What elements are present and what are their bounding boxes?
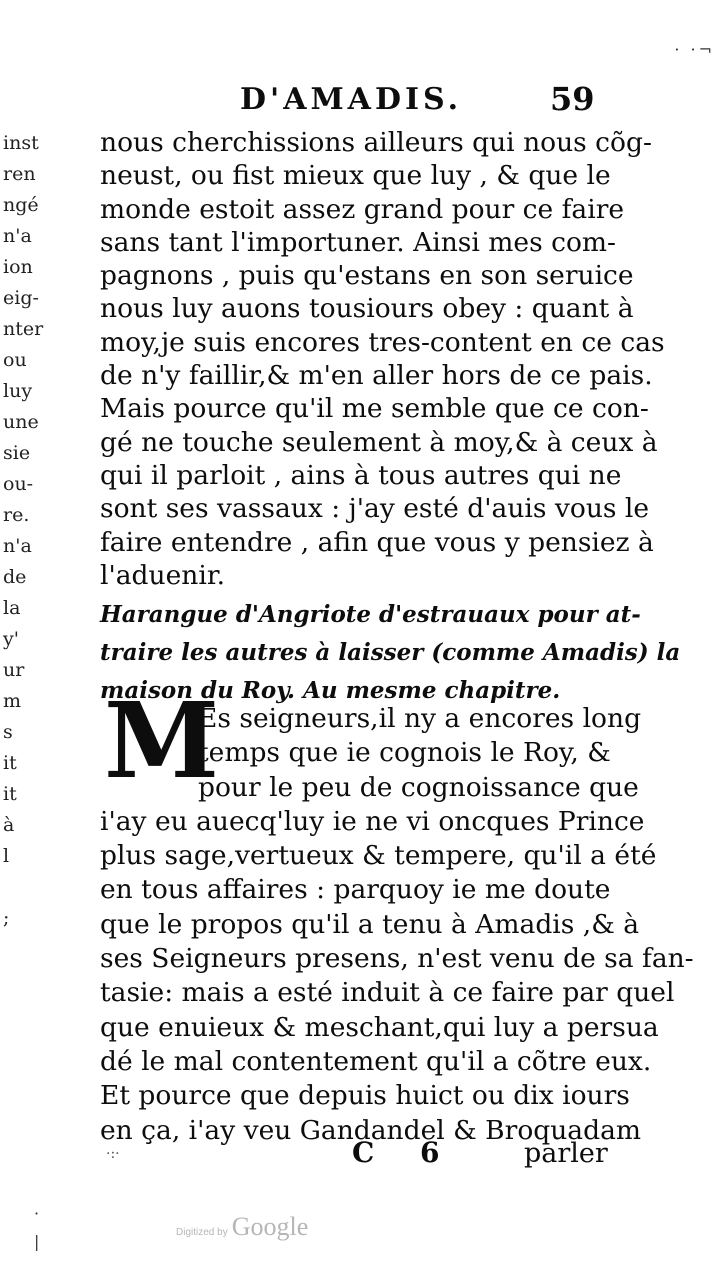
text-line: temps que ie cognois le Roy, & [198, 737, 611, 769]
text-line: de n'y faillir,& m'en aller hors de ce pais. [100, 360, 653, 392]
text-line: gé ne touche seulement à moy,& à ceux à [100, 426, 658, 458]
margin-fragment: it [3, 752, 17, 774]
heading-line: traire les autres à laisser (comme Amadis) la [100, 639, 681, 666]
text-line: tasie: mais a esté induit à ce faire par quel [100, 977, 675, 1009]
page-number: 59 [550, 80, 595, 118]
text-line: faire entendre , afin que vous y pensiez à [100, 526, 654, 558]
text-line: pagnons , puis qu'estans en son seruice [100, 260, 634, 292]
text-line: nous cherchissions ailleurs qui nous cõg- [100, 127, 652, 158]
digitized-watermark [176, 1212, 308, 1242]
margin-fragment: m [3, 690, 22, 712]
text-line: nous luy auons tousiours obey : quant à [100, 293, 634, 325]
heading-line: maison du Roy. Au mesme chapitre. [100, 677, 561, 704]
margin-fragment: à [3, 814, 15, 836]
drop-cap: M [104, 679, 220, 802]
ink-specks: · | [34, 1204, 40, 1251]
text-line: i'ay eu auecq'luy ie ne vi oncques Prince [100, 805, 645, 837]
margin-fragment: re. [3, 504, 30, 526]
paragraph-one [100, 126, 665, 592]
running-head: D'AMADIS. [240, 82, 463, 117]
text-line: plus sage,vertueux & tempere, qu'il a été [100, 840, 657, 872]
margin-bleed-through [3, 128, 51, 934]
margin-fragment: l [3, 845, 10, 867]
ink-specks: · ·¬ [674, 40, 715, 59]
margin-fragment: ren [3, 163, 36, 185]
margin-fragment: y' [3, 628, 19, 650]
margin-fragment: ou [3, 349, 27, 371]
margin-fragment: nter [3, 318, 44, 340]
text-line: que enuieux & meschant,qui luy a persua [100, 1011, 659, 1043]
text-line: qui il parloit , ains à tous autres qui ne [100, 459, 622, 491]
paragraph-two [100, 702, 694, 1148]
text-line: Mais pource qu'il me semble que ce con- [100, 393, 649, 425]
text-line: pour le peu de cognoissance que [198, 771, 639, 803]
text-line: que le propos qu'il a tenu à Amadis ,& à [100, 908, 640, 940]
text-line: dé le mal contentement qu'il a cõtre eux. [100, 1045, 652, 1077]
text-line: Et pource que depuis huict ou dix iours [100, 1080, 630, 1112]
text-line: Es seigneurs,il ny a encores long [198, 703, 642, 734]
text-line: neust, ou fist mieux que luy , & que le [100, 160, 611, 192]
margin-fragment: it [3, 783, 17, 805]
text-line: moy,je suis encores tres-content en ce cas [100, 326, 665, 358]
text-line: en tous affaires : parquoy ie me doute [100, 874, 611, 906]
heading-line: Harangue d'Angriote d'estrauaux pour at- [100, 601, 641, 628]
margin-fragment: une [3, 411, 39, 433]
margin-fragment: s [3, 721, 13, 743]
text-line: sans tant l'importuner. Ainsi mes com- [100, 226, 616, 258]
margin-fragment: sie [3, 442, 31, 464]
margin-fragment: inst [3, 132, 39, 154]
text-line: monde estoit assez grand pour ce faire [100, 193, 625, 225]
catchword: parler [524, 1138, 608, 1169]
margin-fragment: ou- [3, 473, 34, 495]
margin-fragment: ngé [3, 194, 39, 216]
text-line: sont ses vassaux : j'ay esté d'auis vous le [100, 493, 650, 525]
text-line: ses Seigneurs presens, n'est venu de sa fan- [100, 943, 694, 975]
margin-fragment: n'a [3, 535, 32, 557]
margin-fragment: de [3, 566, 27, 588]
margin-fragment: luy [3, 380, 33, 402]
text-line: en ça, i'ay veu Gandandel & Broquadam [100, 1114, 641, 1146]
margin-fragment: ur [3, 659, 25, 681]
margin-fragment: ; [3, 907, 10, 929]
google-logo: Google [231, 1212, 309, 1241]
margin-fragment: n'a [3, 225, 32, 247]
margin-fragment: ion [3, 256, 33, 278]
ink-specks: ·:· [106, 1146, 120, 1162]
watermark-prefix: Digitized by [176, 1227, 228, 1238]
signature-mark: C 6 [352, 1136, 458, 1169]
margin-fragment: eig- [3, 287, 39, 309]
margin-fragment: la [3, 597, 21, 619]
text-line: l'aduenir. [100, 559, 225, 591]
margin-fragment [3, 872, 51, 903]
